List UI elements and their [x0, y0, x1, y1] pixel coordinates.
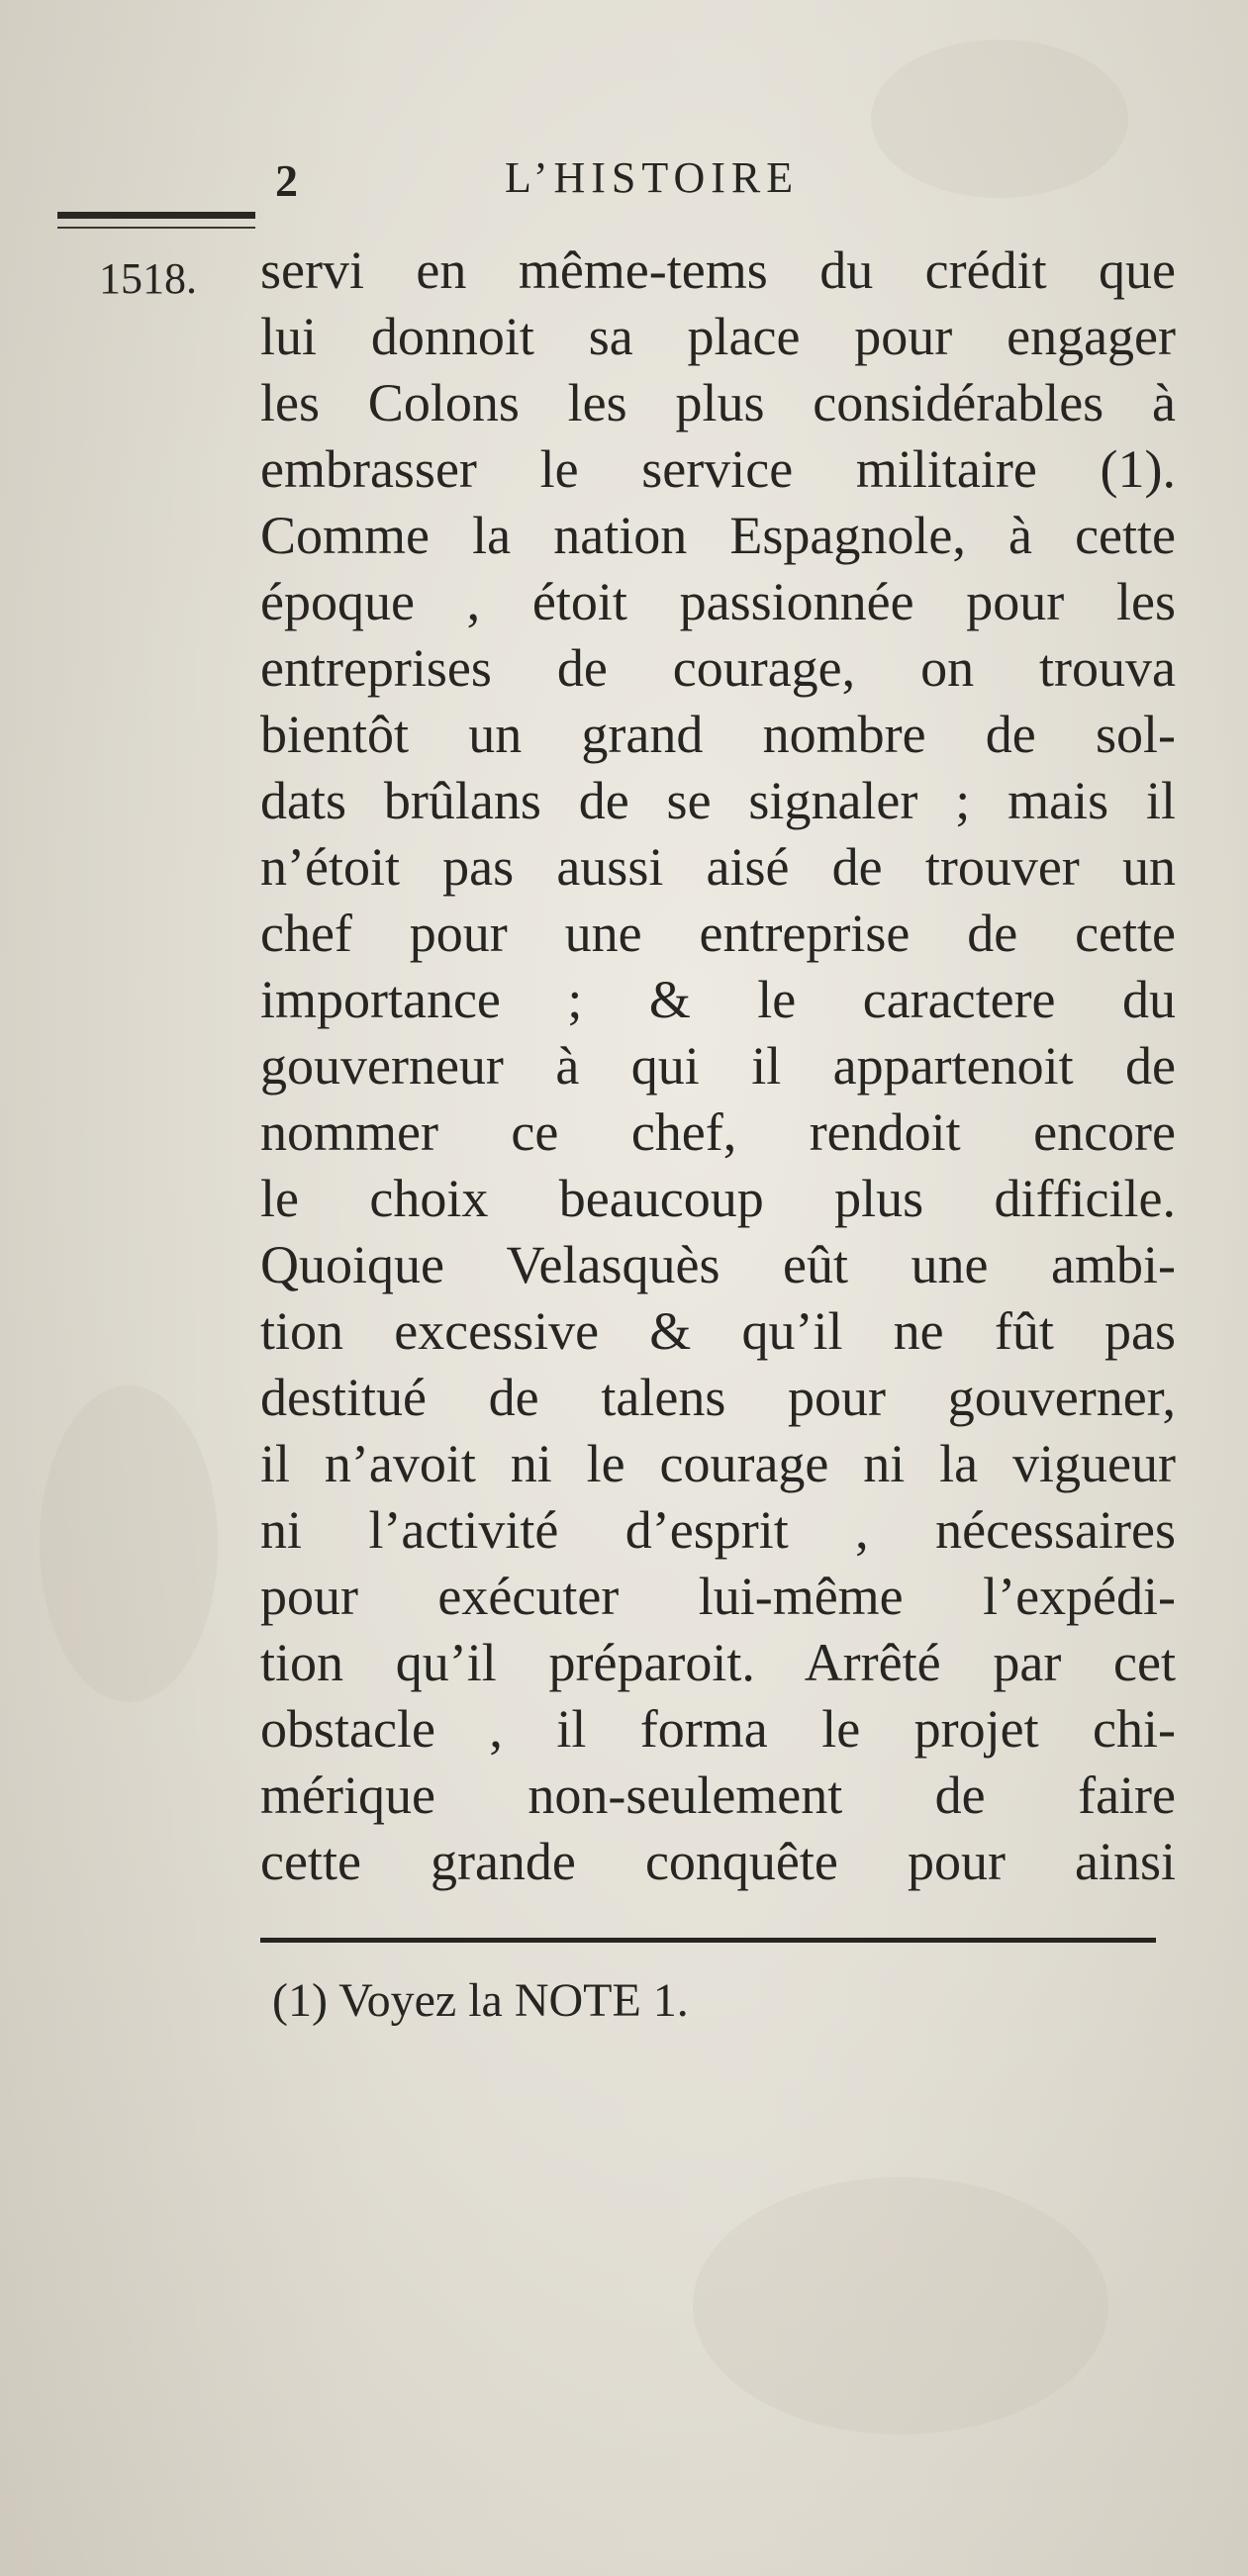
text-line: mérique non-seulement de faire [260, 1765, 1176, 1825]
corner-rule-thin [57, 227, 255, 229]
text-line: gouverneur à qui il appartenoit de [260, 1036, 1176, 1096]
text-line: tion qu’il préparoit. Arrêté par cet [260, 1633, 1176, 1692]
body-text [260, 238, 1176, 1895]
text-line: embrasser le service militaire (1). [260, 439, 1176, 499]
footnote-divider [260, 1938, 1156, 1943]
text-line: époque , étoit passionnée pour les [260, 572, 1176, 631]
running-title: L’HISTOIRE [505, 153, 800, 202]
text-line: chef pour une entreprise de cette [260, 904, 1176, 963]
text-line: le choix beaucoup plus difficile. [260, 1169, 1176, 1228]
paper-stain [693, 2177, 1108, 2434]
paper-stain [871, 40, 1128, 198]
text-line: destitué de talens pour gouverner, [260, 1368, 1176, 1427]
paper-stain [40, 1385, 218, 1702]
text-line: ni l’activité d’esprit , nécessaires [260, 1500, 1176, 1560]
text-line: cette grande conquête pour ainsi [260, 1832, 1176, 1891]
text-line: entreprises de courage, on trouva [260, 638, 1176, 698]
footnote: (1) Voyez la NOTE 1. [272, 1974, 689, 2027]
page-number: 2 [275, 155, 298, 206]
text-line: tion excessive & qu’il ne fût pas [260, 1301, 1176, 1361]
text-line: bientôt un grand nombre de sol- [260, 705, 1176, 764]
text-line: pour exécuter lui-même l’expédi- [260, 1567, 1176, 1626]
text-line: lui donnoit sa place pour engager [260, 307, 1176, 366]
corner-rule [57, 212, 255, 219]
text-line: les Colons les plus considérables à [260, 373, 1176, 432]
text-line: dats brûlans de se signaler ; mais il [260, 771, 1176, 830]
text-line: obstacle , il forma le projet chi- [260, 1699, 1176, 1759]
text-line: servi en même-tems du crédit que [260, 240, 1176, 300]
text-line: n’étoit pas aussi aisé de trouver un [260, 837, 1176, 897]
text-line: nommer ce chef, rendoit encore [260, 1102, 1176, 1162]
text-line: Comme la nation Espagnole, à cette [260, 506, 1176, 565]
text-line: Quoique Velasquès eût une ambi- [260, 1235, 1176, 1294]
text-line: il n’avoit ni le courage ni la vigueur [260, 1434, 1176, 1493]
margin-year: 1518. [99, 254, 197, 303]
text-line: importance ; & le caractere du [260, 970, 1176, 1029]
